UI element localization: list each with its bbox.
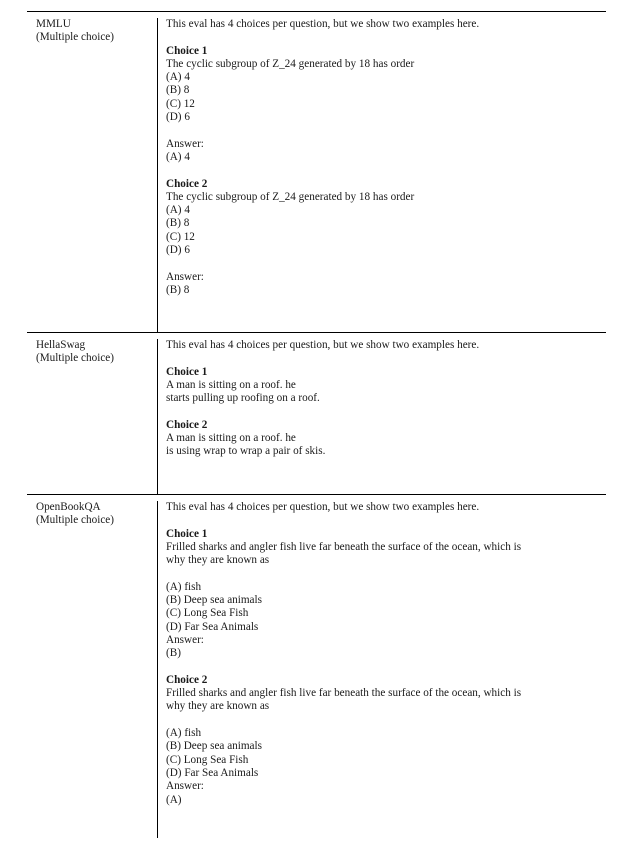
choice-block	[166, 528, 596, 661]
option: (C) Long Sea Fish	[166, 607, 249, 620]
choice-text: starts pulling up roofing on a roof.	[166, 392, 320, 405]
question-text: The cyclic subgroup of Z_24 generated by 18 has order	[166, 57, 415, 70]
option: (B) Deep sea animals	[166, 594, 262, 607]
question-text: Frilled sharks and angler fish live far beneath the surface of the ocean, which is	[166, 687, 522, 700]
eval-name-cell	[36, 501, 151, 528]
eval-examples-table	[27, 11, 606, 838]
choice-block	[166, 45, 596, 165]
option: (D) Far Sea Animals	[166, 766, 259, 779]
option: (B) Deep sea animals	[166, 740, 262, 753]
answer-value: (A)	[166, 793, 182, 806]
question-text: The cyclic subgroup of Z_24 generated by 18 has order	[166, 190, 415, 203]
option: (D) 6	[166, 244, 190, 257]
eval-type: (Multiple choice)	[36, 514, 114, 527]
eval-type: (Multiple choice)	[36, 352, 114, 365]
table-row-openbookqa	[27, 494, 606, 838]
eval-name-cell	[36, 339, 151, 366]
choice-title: Choice 1	[166, 527, 208, 540]
column-divider	[157, 339, 158, 494]
intro-text: This eval has 4 choices per question, but we show two examples here.	[166, 501, 480, 513]
answer-label: Answer:	[166, 780, 204, 793]
eval-name-cell	[36, 18, 151, 45]
answer-value: (B) 8	[166, 283, 190, 296]
option: (A) 4	[166, 204, 190, 217]
eval-name: OpenBookQA	[36, 501, 101, 513]
eval-examples-cell	[166, 339, 596, 459]
intro-text: This eval has 4 choices per question, but we show two examples here.	[166, 339, 480, 351]
answer-label: Answer:	[166, 270, 204, 283]
choice-block	[166, 674, 596, 807]
option: (D) Far Sea Animals	[166, 620, 259, 633]
eval-name: MMLU	[36, 18, 71, 30]
choice-block	[166, 366, 596, 406]
option: (B) 8	[166, 217, 190, 230]
option: (B) 8	[166, 84, 190, 97]
choice-text: A man is sitting on a roof. he	[166, 432, 296, 445]
choice-text: is using wrap to wrap a pair of skis.	[166, 445, 326, 458]
choice-title: Choice 2	[166, 673, 208, 686]
eval-name: HellaSwag	[36, 339, 86, 351]
table-row-mmlu	[27, 11, 606, 332]
option: (A) 4	[166, 71, 190, 84]
choice-title: Choice 1	[166, 44, 208, 57]
question-text: why they are known as	[166, 700, 270, 713]
option: (C) Long Sea Fish	[166, 753, 249, 766]
answer-label: Answer:	[166, 633, 204, 646]
question-text: Frilled sharks and angler fish live far beneath the surface of the ocean, which is	[166, 540, 522, 553]
table-row-hellaswag	[27, 332, 606, 494]
question-text: why they are known as	[166, 554, 270, 567]
eval-type: (Multiple choice)	[36, 31, 114, 44]
column-divider	[157, 501, 158, 838]
intro-text: This eval has 4 choices per question, but we show two examples here.	[166, 18, 480, 30]
choice-text: A man is sitting on a roof. he	[166, 378, 296, 391]
choice-block	[166, 419, 596, 459]
answer-label: Answer:	[166, 137, 204, 150]
option: (A) fish	[166, 580, 202, 593]
eval-examples-cell	[166, 18, 596, 297]
option: (C) 12	[166, 230, 195, 243]
choice-title: Choice 1	[166, 365, 208, 378]
eval-examples-cell	[166, 501, 596, 807]
column-divider	[157, 18, 158, 332]
option: (C) 12	[166, 97, 195, 110]
choice-title: Choice 2	[166, 418, 208, 431]
choice-title: Choice 2	[166, 177, 208, 190]
option: (A) fish	[166, 727, 202, 740]
answer-value: (A) 4	[166, 150, 190, 163]
answer-value: (B)	[166, 647, 181, 660]
choice-block	[166, 178, 596, 298]
option: (D) 6	[166, 111, 190, 124]
